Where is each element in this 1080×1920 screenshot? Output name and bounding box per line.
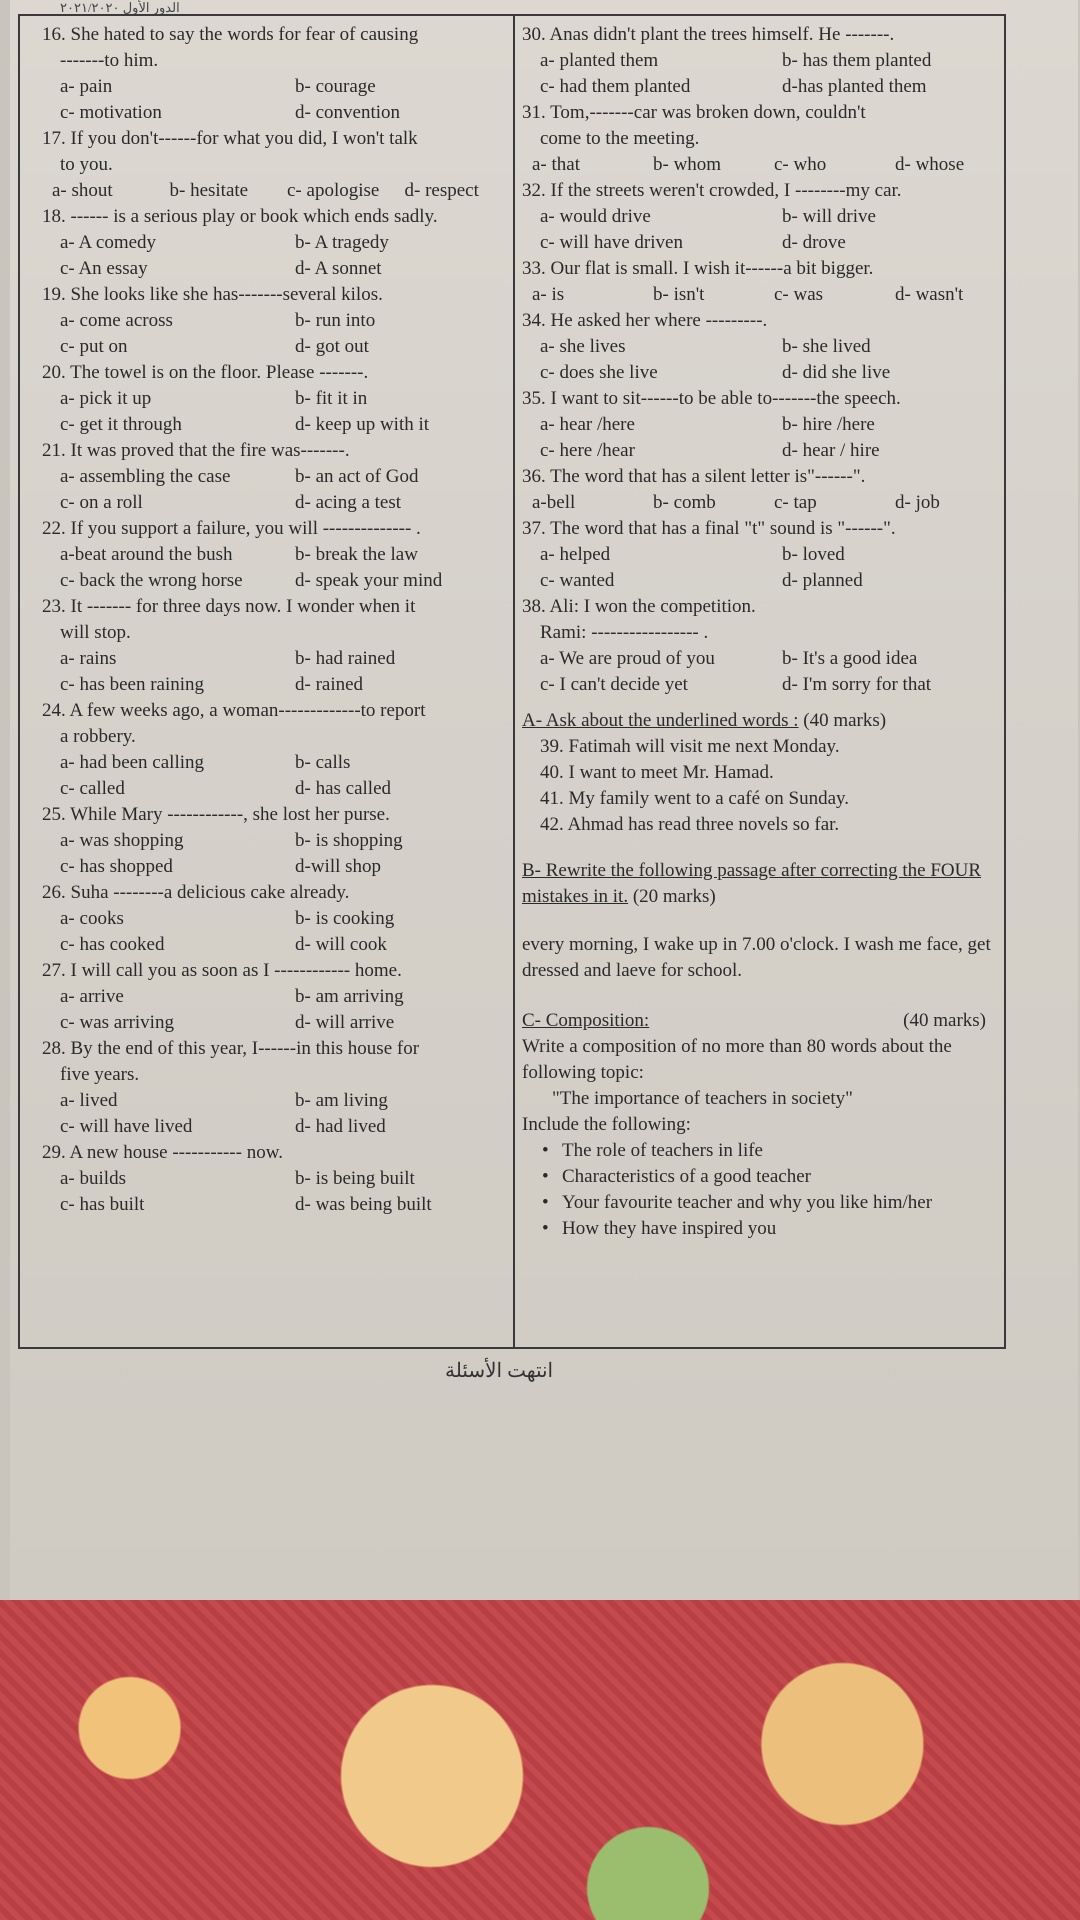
answer-option: b- courage	[295, 76, 376, 97]
answer-option: d- will cook	[295, 934, 387, 955]
section-b	[522, 858, 1006, 984]
options	[522, 334, 1006, 386]
section-c-topic: "The importance of teachers in society"	[552, 1088, 853, 1109]
section-b-title: B- Rewrite the following passage after correcting the FOUR mistakes in it.	[522, 860, 982, 907]
question	[42, 438, 512, 516]
options	[42, 906, 512, 958]
section-b-marks: (20 marks)	[632, 886, 716, 907]
answer-option: a- We are proud of you	[540, 648, 715, 669]
question	[522, 256, 1006, 308]
answer-option: c- has built	[60, 1194, 145, 1215]
options	[42, 646, 512, 698]
answer-option: a-beat around the bush	[60, 544, 233, 565]
question-text: 26. Suha --------a delicious cake already.	[42, 882, 350, 903]
answer-option: a- assembling the case	[60, 466, 231, 487]
answer-option: a- rains	[60, 648, 117, 669]
options	[522, 152, 1006, 178]
question-text: 21. It was proved that the fire was-------.	[42, 440, 350, 461]
answer-option: d- rained	[295, 674, 364, 695]
answer-option: c- does she live	[540, 362, 658, 383]
question-text: 24. A few weeks ago, a woman-------------to report	[42, 700, 426, 721]
question	[522, 594, 1006, 698]
options	[42, 984, 512, 1036]
answer-option: c- tap	[774, 492, 817, 513]
answer-option: a- she lives	[540, 336, 626, 357]
right-column	[522, 22, 1006, 1242]
question-text: 38. Ali: I won the competition.	[522, 596, 756, 617]
answer-option: b- A tragedy	[295, 232, 389, 253]
answer-option: d- acing a test	[295, 492, 402, 513]
question	[42, 880, 512, 958]
answer-option: b- will drive	[782, 206, 876, 227]
section-c-bullet: • Your favourite teacher and why you like him/her	[522, 1190, 1006, 1216]
question-text-cont: a robbery.	[60, 726, 136, 747]
question-text: 30. Anas didn't plant the trees himself. He -------.	[522, 24, 895, 45]
options	[522, 646, 1006, 698]
answer-option: c- I can't decide yet	[540, 674, 688, 695]
answer-option: a- arrive	[60, 986, 124, 1007]
answer-option: c- has cooked	[60, 934, 165, 955]
answer-option: c- was arriving	[60, 1012, 174, 1033]
question	[42, 22, 512, 126]
answer-option: a- pick it up	[60, 388, 152, 409]
answer-option: b- comb	[653, 492, 716, 513]
answer-option: c- apologise	[287, 180, 380, 201]
answer-option: a- is	[532, 284, 565, 305]
answer-option: d- keep up with it	[295, 414, 430, 435]
section-a-item: 40. I want to meet Mr. Hamad.	[540, 762, 774, 783]
end-of-questions: انتهت الأسئلة	[445, 1360, 554, 1382]
section-a-item: 42. Ahmad has read three novels so far.	[540, 814, 840, 835]
answer-option: c- back the wrong horse	[60, 570, 243, 591]
answer-option: a- planted them	[540, 50, 659, 71]
answer-option: d-has planted them	[782, 76, 927, 97]
answer-option: d- was being built	[295, 1194, 432, 1215]
question-text: 17. If you don't------for what you did, I won't talk	[42, 128, 418, 149]
answer-option: b- hesitate	[169, 180, 249, 201]
answer-option: c- get it through	[60, 414, 182, 435]
answer-option: c- An essay	[60, 258, 148, 279]
answer-option: b- whom	[653, 154, 722, 175]
answer-option: a- pain	[60, 76, 113, 97]
answer-option: a- shout	[52, 180, 113, 201]
options	[42, 464, 512, 516]
answer-option: d- job	[895, 492, 940, 513]
question-text: 22. If you support a failure, you will -------------- .	[42, 518, 421, 539]
section-a	[522, 708, 1006, 838]
answer-option: d- got out	[295, 336, 369, 357]
left-column	[42, 22, 512, 1218]
answer-option: b- isn't	[653, 284, 705, 305]
answer-option: a- had been calling	[60, 752, 205, 773]
question-text: 25. While Mary ------------, she lost her purse.	[42, 804, 390, 825]
answer-option: b- calls	[295, 752, 351, 773]
section-a-title: A- Ask about the underlined words :	[522, 710, 799, 731]
answer-option: d- did she live	[782, 362, 891, 383]
options	[522, 48, 1006, 100]
answer-option: c- had them planted	[540, 76, 691, 97]
options	[42, 74, 512, 126]
answer-option: c- motivation	[60, 102, 162, 123]
question-text: 18. ------ is a serious play or book which ends sadly.	[42, 206, 438, 227]
question	[42, 698, 512, 802]
section-c-include: Include the following:	[522, 1114, 691, 1135]
options	[522, 412, 1006, 464]
right-questions	[522, 22, 1006, 698]
answer-option: c- will have driven	[540, 232, 683, 253]
options	[42, 542, 512, 594]
question-text-cont: five years.	[60, 1064, 140, 1085]
answer-option: b- is shopping	[295, 830, 403, 851]
question	[42, 516, 512, 594]
question-text: 23. It ------- for three days now. I wonder when it	[42, 596, 416, 617]
question-text: 36. The word that has a silent letter is"------".	[522, 466, 866, 487]
options	[42, 1088, 512, 1140]
question-text: 33. Our flat is small. I wish it------a bit bigger.	[522, 258, 874, 279]
answer-option: c- called	[60, 778, 125, 799]
answer-option: b- loved	[782, 544, 845, 565]
answer-option: b- had rained	[295, 648, 396, 669]
question	[42, 204, 512, 282]
answer-option: b- is being built	[295, 1168, 415, 1189]
question-text: 32. If the streets weren't crowded, I --------my car.	[522, 180, 902, 201]
options	[522, 542, 1006, 594]
question	[522, 464, 1006, 516]
answer-option: a- come across	[60, 310, 173, 331]
question	[42, 126, 512, 204]
answer-option: a- hear /here	[540, 414, 635, 435]
answer-option: d- planned	[782, 570, 863, 591]
section-c-marks: (40 marks)	[903, 1010, 986, 1031]
question-text-cont: Rami: ----------------- .	[540, 622, 709, 643]
answer-option: c- has shopped	[60, 856, 173, 877]
answer-option: b- has them planted	[782, 50, 932, 71]
options	[522, 204, 1006, 256]
options	[42, 308, 512, 360]
section-c-title: C- Composition:	[522, 1010, 650, 1031]
question-text: 16. She hated to say the words for fear of causing	[42, 24, 419, 45]
answer-option: c- here /hear	[540, 440, 635, 461]
answer-option: b- break the law	[295, 544, 418, 565]
answer-option: a- lived	[60, 1090, 118, 1111]
question	[42, 958, 512, 1036]
answer-option: d-will shop	[295, 856, 382, 877]
answer-option: c- on a roll	[60, 492, 143, 513]
options	[42, 750, 512, 802]
answer-option: d- respect	[404, 180, 479, 201]
question	[522, 178, 1006, 256]
question-text: 28. By the end of this year, I------in this house for	[42, 1038, 420, 1059]
question	[42, 802, 512, 880]
answer-option: c- put on	[60, 336, 128, 357]
answer-option: a- was shopping	[60, 830, 184, 851]
answer-option: c- will have lived	[60, 1116, 193, 1137]
answer-option: b- is cooking	[295, 908, 395, 929]
answer-option: a- helped	[540, 544, 611, 565]
answer-option: d- I'm sorry for that	[782, 674, 932, 695]
question-text: 19. She looks like she has-------several kilos.	[42, 284, 383, 305]
section-b-passage: every morning, I wake up in 7.00 o'clock. I wash me face, get dressed and laeve for school.	[522, 934, 991, 981]
answer-option: a- A comedy	[60, 232, 157, 253]
question	[42, 282, 512, 360]
question-text: 31. Tom,-------car was broken down, couldn't	[522, 102, 866, 123]
answer-option: d- whose	[895, 154, 965, 175]
answer-option: d- has called	[295, 778, 392, 799]
answer-option: b- an act of God	[295, 466, 419, 487]
answer-option: d- drove	[782, 232, 846, 253]
answer-option: b- she lived	[782, 336, 871, 357]
answer-option: a- would drive	[540, 206, 651, 227]
section-a-item: 39. Fatimah will visit me next Monday.	[540, 736, 840, 757]
question-text-cont: will stop.	[60, 622, 131, 643]
question	[42, 1036, 512, 1140]
answer-option: d- had lived	[295, 1116, 386, 1137]
answer-option: b- am living	[295, 1090, 388, 1111]
question	[42, 360, 512, 438]
section-a-item: 41. My family went to a café on Sunday.	[540, 788, 850, 809]
answer-option: c- was	[774, 284, 824, 305]
answer-option: c- has been raining	[60, 674, 205, 695]
question	[522, 100, 1006, 178]
question-text: 20. The towel is on the floor. Please -------.	[42, 362, 369, 383]
answer-option: d- hear / hire	[782, 440, 880, 461]
options	[42, 178, 512, 204]
answer-option: b- hire /here	[782, 414, 875, 435]
answer-option: b- am arriving	[295, 986, 404, 1007]
tablecloth-background	[0, 1600, 1080, 1920]
answer-option: a- cooks	[60, 908, 124, 929]
section-c-bullet: • The role of teachers in life	[522, 1138, 1006, 1164]
section-c-bullet: • Characteristics of a good teacher	[522, 1164, 1006, 1190]
question	[522, 516, 1006, 594]
options	[42, 828, 512, 880]
column-divider	[513, 14, 515, 1349]
question	[42, 1140, 512, 1218]
question-text: 35. I want to sit------to be able to-------the speech.	[522, 388, 901, 409]
question-text: 27. I will call you as soon as I ------------ home.	[42, 960, 402, 981]
answer-option: c- wanted	[540, 570, 615, 591]
answer-option: d- A sonnet	[295, 258, 382, 279]
question-text-cont: -------to him.	[60, 50, 159, 71]
answer-option: c- who	[774, 154, 827, 175]
question	[522, 22, 1006, 100]
question	[522, 386, 1006, 464]
answer-option: b- run into	[295, 310, 376, 331]
answer-option: d- will arrive	[295, 1012, 395, 1033]
question-text-cont: to you.	[60, 154, 113, 175]
options	[522, 490, 1006, 516]
answer-option: b- fit it in	[295, 388, 368, 409]
answer-option: a- that	[532, 154, 581, 175]
options	[522, 282, 1006, 308]
section-c-instructions: Write a composition of no more than 80 words about the following topic:	[522, 1036, 952, 1083]
section-c	[522, 1008, 1006, 1242]
question-text: 29. A new house ----------- now.	[42, 1142, 283, 1163]
answer-option: a-bell	[532, 492, 576, 513]
question	[42, 594, 512, 698]
answer-option: a- builds	[60, 1168, 126, 1189]
section-a-marks: (40 marks)	[803, 710, 887, 731]
answer-option: d- speak your mind	[295, 570, 443, 591]
answer-option: d- wasn't	[895, 284, 964, 305]
answer-option: b- It's a good idea	[782, 648, 918, 669]
question-text: 34. He asked her where ---------.	[522, 310, 768, 331]
options	[42, 230, 512, 282]
question-text: 37. The word that has a final "t" sound is "------".	[522, 518, 896, 539]
section-c-bullet: • How they have inspired you	[522, 1216, 1006, 1242]
options	[42, 1166, 512, 1218]
question-text-cont: come to the meeting.	[540, 128, 700, 149]
options	[42, 386, 512, 438]
header-text: الدور الأول ٢٠٢١/٢٠٢٠	[60, 0, 180, 15]
answer-option: d- convention	[295, 102, 401, 123]
question	[522, 308, 1006, 386]
